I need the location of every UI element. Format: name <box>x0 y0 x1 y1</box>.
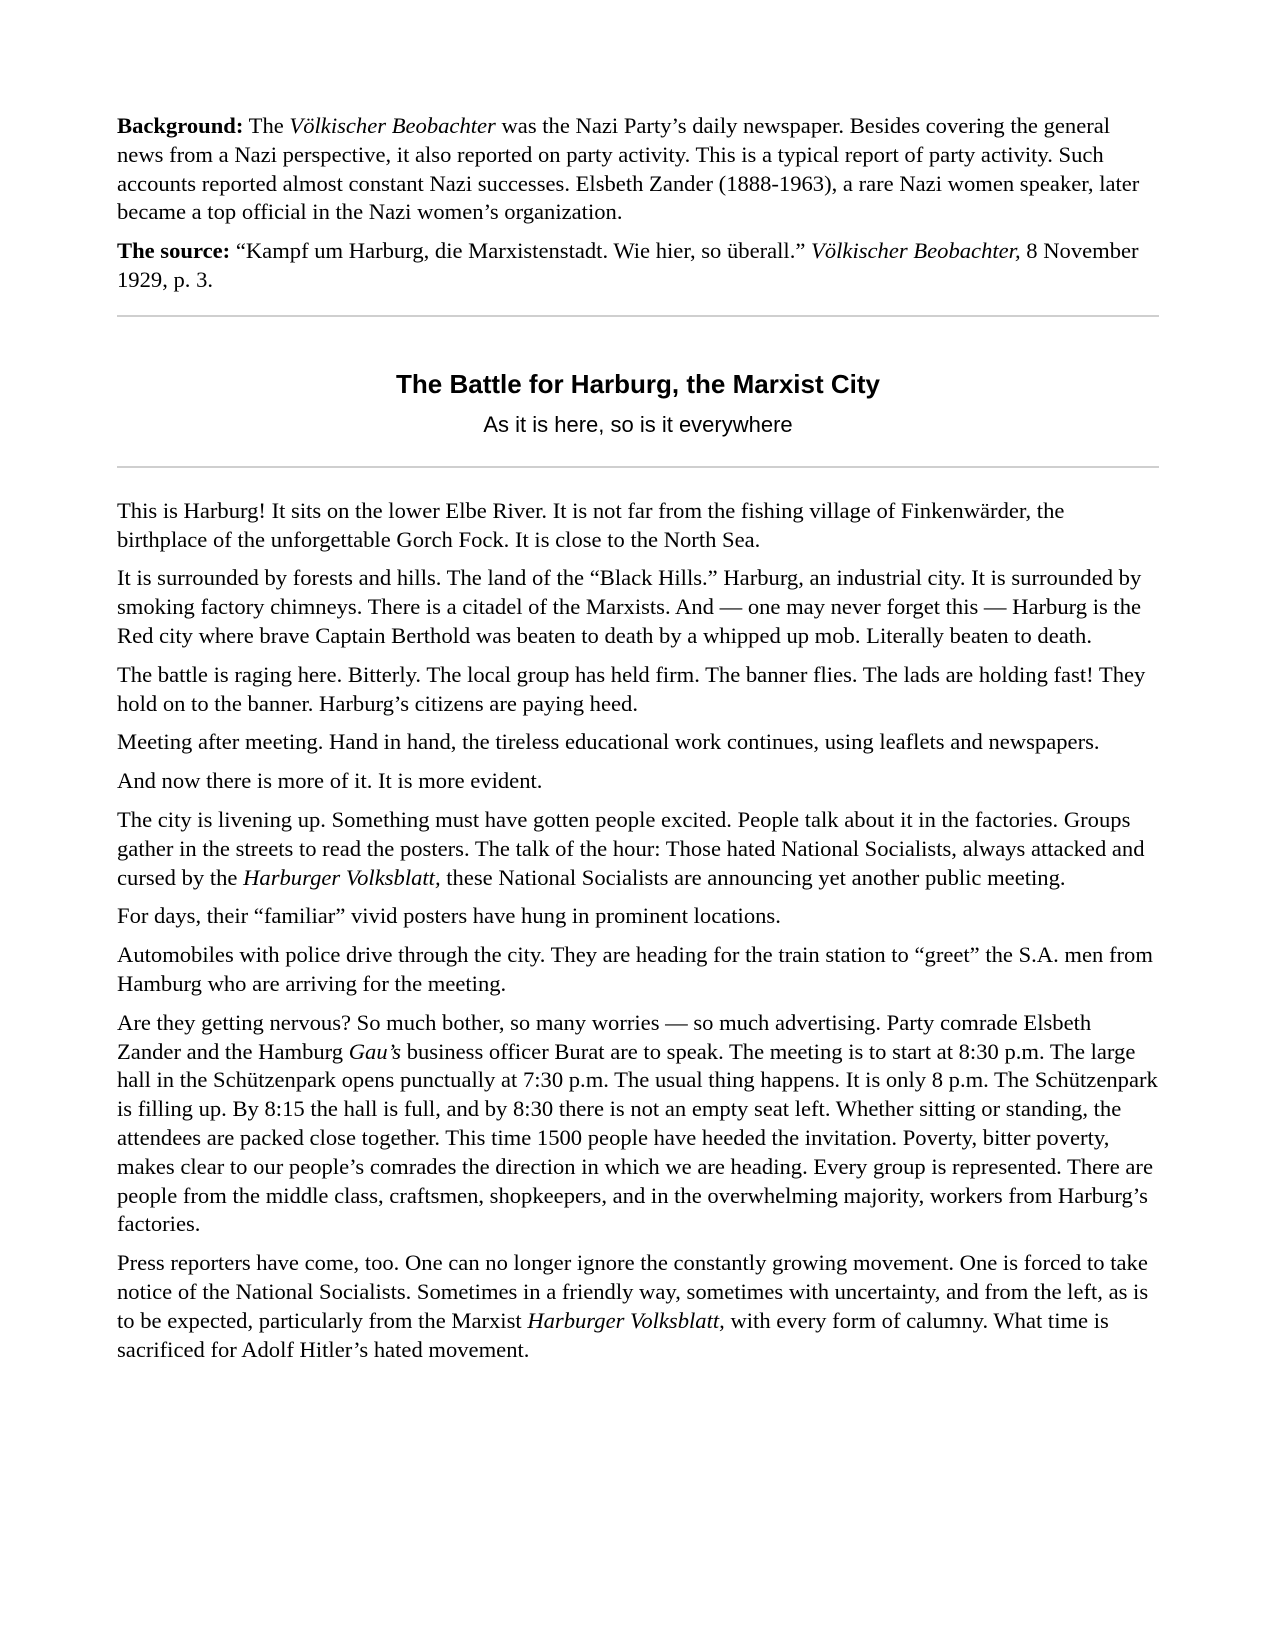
body-paragraph-3: The battle is raging here. Bitterly. The local group has held firm. The banner flies. The lads are holding fast! They hold on to the banner. Harburg’s citizens are paying heed. <box>117 661 1146 716</box>
document-page <box>117 112 1159 1374</box>
body-paragraph-6-text-b: these National Socialists are announcing yet another public meeting. <box>440 864 1066 890</box>
article-heading <box>117 317 1159 466</box>
body-paragraph-5: And now there is more of it. It is more evident. <box>117 768 543 794</box>
body-paragraph-9-text-b: business officer Burat are to speak. The meeting is to start at 8:30 p.m. The large hall in the Schützenpark opens punctually at 7:30 p.m. The usual thing happens. It is only 8 p.m. The Schützenpark is filling up. By 8:15 the hall is full, and by 8:30 there is not an empty seat left. Whether sitting or standing, the attendees are packed close together. This time 1500 people have heeded the invitation. Poverty, bitter poverty, makes clear to our people’s comrades the direction in which we are heading. Every group is represented. There are people from the middle class, craftsmen, shopkeepers, and in the overwhelming majority, workers from Harburg’s factories. <box>117 1038 1158 1237</box>
background-newspaper-name: Völkischer Beobachter <box>289 113 496 138</box>
divider-bottom <box>117 466 1159 468</box>
source-text-2: 8 November 1929, p. 3. <box>117 238 1139 292</box>
body-paragraph-6 <box>117 806 1159 892</box>
body-paragraph-9-gau: Gau’s <box>348 1038 402 1064</box>
article-title: The Battle for Harburg, the Marxist City <box>396 368 880 399</box>
body-paragraph-10-text-b: with every form of calumny. What time is sacrificed for Adolf Hitler’s hated movement. <box>117 1307 1109 1362</box>
body-paragraph-9-text-a: Are they getting nervous? So much bother, so many worries — so much advertising. Party comrade Elsbeth Zander and the Hamburg <box>117 1009 1092 1064</box>
article-body <box>117 497 1159 1365</box>
body-paragraph-10-newspaper: Harburger Volksblatt, <box>527 1307 725 1333</box>
body-paragraph-6-newspaper: Harburger Volksblatt, <box>243 864 441 890</box>
body-paragraph-2: It is surrounded by forests and hills. The land of the “Black Hills.” Harburg, an industrial city. It is surrounded by smoking factory chimneys. There is a citadel of the Marxists. And — one may never forget this — Harburg is the Red city where brave Captain Berthold was beaten to death by a whipped up mob. Literally beaten to death. <box>117 565 1142 648</box>
article-subtitle: As it is here, so is it everywhere <box>483 411 793 437</box>
body-paragraph-7: For days, their “familiar” vivid posters have hung in prominent locations. <box>117 903 781 929</box>
source-newspaper-name: Völkischer Beobachter, <box>811 238 1021 264</box>
body-paragraph-10-text-a: Press reporters have come, too. One can no longer ignore the constantly growing movement. One is forced to take notice of the National Socialists. Sometimes in a friendly way, sometimes with uncertainty, and from the left, as is to be expected, particularly from the Marxist <box>117 1250 1149 1333</box>
background-label: Background: <box>117 113 244 138</box>
background-text-2: was the Nazi Party’s daily newspaper. Besides covering the general news from a Nazi perspective, it also reported on party activity. This is a typical report of party activity. Such accounts reported almost constant Nazi successes. Elsbeth Zander (1888-1963), a rare Nazi women speaker, later became a top official in the Nazi women’s organization. <box>117 113 1140 225</box>
body-paragraph-1: This is Harburg! It sits on the lower Elbe River. It is not far from the fishing village of Finkenwärder, the birthplace of the unforgettable Gorch Fock. It is close to the North Sea. <box>117 497 1065 552</box>
body-paragraph-6-text-a: The city is livening up. Something must have gotten people excited. People talk about it in the factories. Groups gather in the streets to read the posters. The talk of the hour: Those hated National Socialists, always attacked and cursed by the <box>117 806 1145 890</box>
body-paragraph-4: Meeting after meeting. Hand in hand, the tireless educational work continues, using leaflets and newspapers. <box>117 729 1100 755</box>
source-label: The source: <box>117 238 231 264</box>
body-paragraph-8: Automobiles with police drive through the city. They are heading for the train station to “greet” the S.A. men from Hamburg who are arriving for the meeting. <box>117 942 1153 996</box>
source-text-1: “Kampf um Harburg, die Marxistenstadt. Wie hier, so überall.” <box>230 238 812 264</box>
body-paragraph-9 <box>117 1009 1159 1239</box>
background-paragraph <box>117 112 1159 227</box>
source-paragraph <box>117 237 1159 295</box>
background-text-1: The <box>243 113 290 138</box>
body-paragraph-10 <box>117 1249 1159 1364</box>
